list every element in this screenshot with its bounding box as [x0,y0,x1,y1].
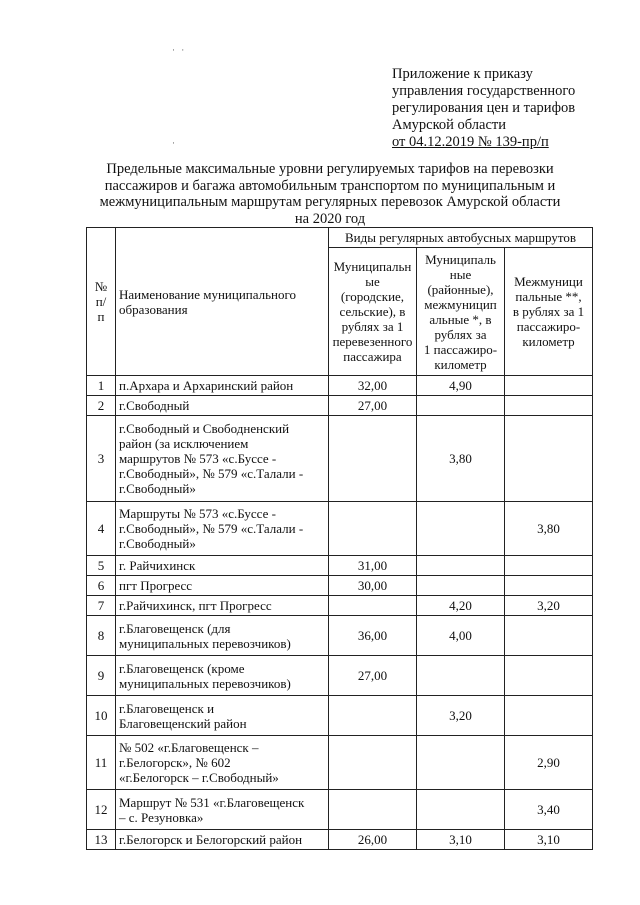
row-value-intermunicipal: 3,80 [505,502,593,556]
header-col-municipal-urban [329,248,417,376]
row-num: 9 [87,656,116,696]
row-name [116,396,329,416]
row-name-line: г.Свободный» [119,536,196,551]
table-row [87,416,593,502]
row-value-district: 3,10 [417,830,505,850]
row-name-line: г.Свободный», № 579 «с.Талали - [119,521,304,536]
title-line: на 2020 год [294,210,366,227]
row-value-district [417,502,505,556]
row-name-line: район (за исключением [119,436,249,451]
row-name [116,576,329,596]
row-name-line: г.Благовещенск и [119,700,215,716]
row-name [116,830,329,850]
header-col-intermunicipal [505,248,593,376]
header-name: Наименование муниципального образования [116,228,329,376]
row-num: 12 [87,790,116,830]
row-value-intermunicipal [505,696,593,736]
header-line: пассажира [343,349,402,364]
row-name-line: Маршруты № 573 «с.Буссе - [119,506,276,521]
row-name-line: муниципальных перевозчиков) [119,675,291,691]
row-value-municipal: 32,00 [329,376,417,396]
row-name [116,596,329,616]
tariff-table [86,227,593,850]
row-num: 2 [87,396,116,416]
header-num-line: п [97,309,105,324]
row-num: 8 [87,616,116,656]
row-value-district [417,790,505,830]
row-value-intermunicipal [505,376,593,396]
header-line: (районные), [427,281,494,297]
row-value-district [417,656,505,696]
header-line: Муниципальн [333,259,412,274]
header-line: рублях за [434,326,487,342]
row-name-line: п.Архара и Архаринский район [119,378,294,393]
header-line: Межмуници [514,274,583,289]
row-name-line: г.Свободный», № 579 «с.Талали - [119,466,304,481]
row-name-line: г.Свободный [119,398,190,413]
table-row [87,656,593,696]
row-num: 10 [87,696,116,736]
row-name [116,696,329,736]
row-num: 4 [87,502,116,556]
header-num [87,228,116,376]
row-name [116,656,329,696]
header-line: (городские, [340,289,405,304]
row-name [116,736,329,790]
title-line: пассажиров и багажа автомобильным транспортом по муниципальным и [104,177,556,194]
row-name-line: – с. Резуновка» [119,809,204,825]
row-name [116,376,329,396]
row-value-district: 3,20 [417,696,505,736]
header-col-municipal-district [417,248,505,376]
header-line: альные *, в [429,311,492,327]
row-name-line: маршрутов № 573 «с.Буссе - [119,451,277,466]
header-line: пальные **, [515,289,582,304]
header-num-line: № [94,279,108,294]
row-value-intermunicipal: 3,10 [505,830,593,850]
table-row [87,790,593,830]
row-value-district [417,396,505,416]
row-value-intermunicipal [505,416,593,502]
header-line: в рублях за 1 [512,304,585,319]
annex-block [392,66,628,151]
row-value-municipal: 27,00 [329,656,417,696]
row-value-district: 4,20 [417,596,505,616]
row-name-line: муниципальных перевозчиков) [119,635,291,651]
row-value-municipal [329,736,417,790]
table-row [87,596,593,616]
row-value-district: 4,00 [417,616,505,656]
row-value-district [417,556,505,576]
header-line: километр [522,334,575,349]
header-line: перевезенного [332,334,413,349]
row-num: 1 [87,376,116,396]
table-row [87,376,593,396]
annex-line: управления государственного [392,83,576,99]
row-name-line: пгт Прогресс [119,578,193,593]
table-row [87,576,593,596]
header-line: сельские), в [339,304,406,319]
header-line: межмуницип [424,296,497,312]
row-name-line: «г.Белогорск – г.Свободный» [119,770,279,785]
header-line: пассажиро- [516,319,581,334]
row-name-line: г.Благовещенск (для [119,620,231,636]
row-num: 11 [87,736,116,790]
row-value-municipal: 26,00 [329,830,417,850]
row-value-district [417,736,505,790]
row-value-district: 3,80 [417,416,505,502]
row-name-line: г.Белогорск», № 602 [119,755,231,770]
row-value-municipal: 27,00 [329,396,417,416]
table-row [87,556,593,576]
row-value-municipal [329,596,417,616]
header-route-types: Виды регулярных автобусных маршрутов [329,228,593,248]
row-value-intermunicipal: 3,40 [505,790,593,830]
row-value-municipal [329,416,417,502]
row-name-line: г. Райчихинск [119,558,196,573]
row-value-intermunicipal [505,556,593,576]
title-line: межмуниципальным маршрутам регулярных перевозок Амурской области [99,194,561,210]
row-value-intermunicipal: 3,20 [505,596,593,616]
document-title [60,161,600,227]
header-line: ные [449,266,472,282]
row-name-line: № 502 «г.Благовещенск – [119,740,259,755]
header-line: рублях за 1 [341,319,404,334]
header-line: километр [434,356,487,372]
row-name-line: г.Свободный и Свободненский [119,421,290,436]
row-num: 13 [87,830,116,850]
annex-line: регулирования цен и тарифов [392,100,576,116]
annex-line: Приложение к приказу [392,66,533,82]
scan-speck: · · [172,45,187,55]
row-value-municipal: 30,00 [329,576,417,596]
row-value-municipal: 36,00 [329,616,417,656]
row-name [116,616,329,656]
row-name-line: Маршрут № 531 «г.Благовещенск [119,794,305,810]
row-value-intermunicipal [505,396,593,416]
row-name-line: г.Благовещенск (кроме [119,660,245,676]
table-row [87,830,593,850]
row-name [116,556,329,576]
annex-line: Амурской области [392,117,506,133]
row-value-district [417,576,505,596]
row-name-line: г.Райчихинск, пгт Прогресс [119,598,272,613]
row-value-district: 4,90 [417,376,505,396]
header-line: 1 пассажиро- [423,341,498,357]
row-value-municipal [329,502,417,556]
row-name-line: г.Свободный» [119,481,196,496]
table-row [87,396,593,416]
row-num: 3 [87,416,116,502]
row-name-line: Благовещенский район [119,715,247,731]
annex-date: от 04.12.2019 № 139-пр/п [392,134,549,150]
header-line: ые [365,274,380,289]
row-name [116,790,329,830]
row-value-intermunicipal [505,576,593,596]
table-row [87,696,593,736]
row-value-intermunicipal [505,616,593,656]
row-value-municipal [329,696,417,736]
table-row [87,736,593,790]
table-row [87,616,593,656]
row-num: 6 [87,576,116,596]
row-num: 5 [87,556,116,576]
row-num: 7 [87,596,116,616]
row-value-intermunicipal [505,656,593,696]
header-line: Муниципаль [425,251,496,267]
table-row [87,502,593,556]
header-num-line: п/ [95,294,107,309]
row-name [116,416,329,502]
title-line: Предельные максимальные уровни регулируемых тарифов на перевозки [106,161,554,177]
row-value-municipal: 31,00 [329,556,417,576]
scan-speck: · [172,138,177,148]
row-name [116,502,329,556]
row-value-intermunicipal: 2,90 [505,736,593,790]
row-name-line: г.Белогорск и Белогорский район [119,832,303,847]
row-value-municipal [329,790,417,830]
